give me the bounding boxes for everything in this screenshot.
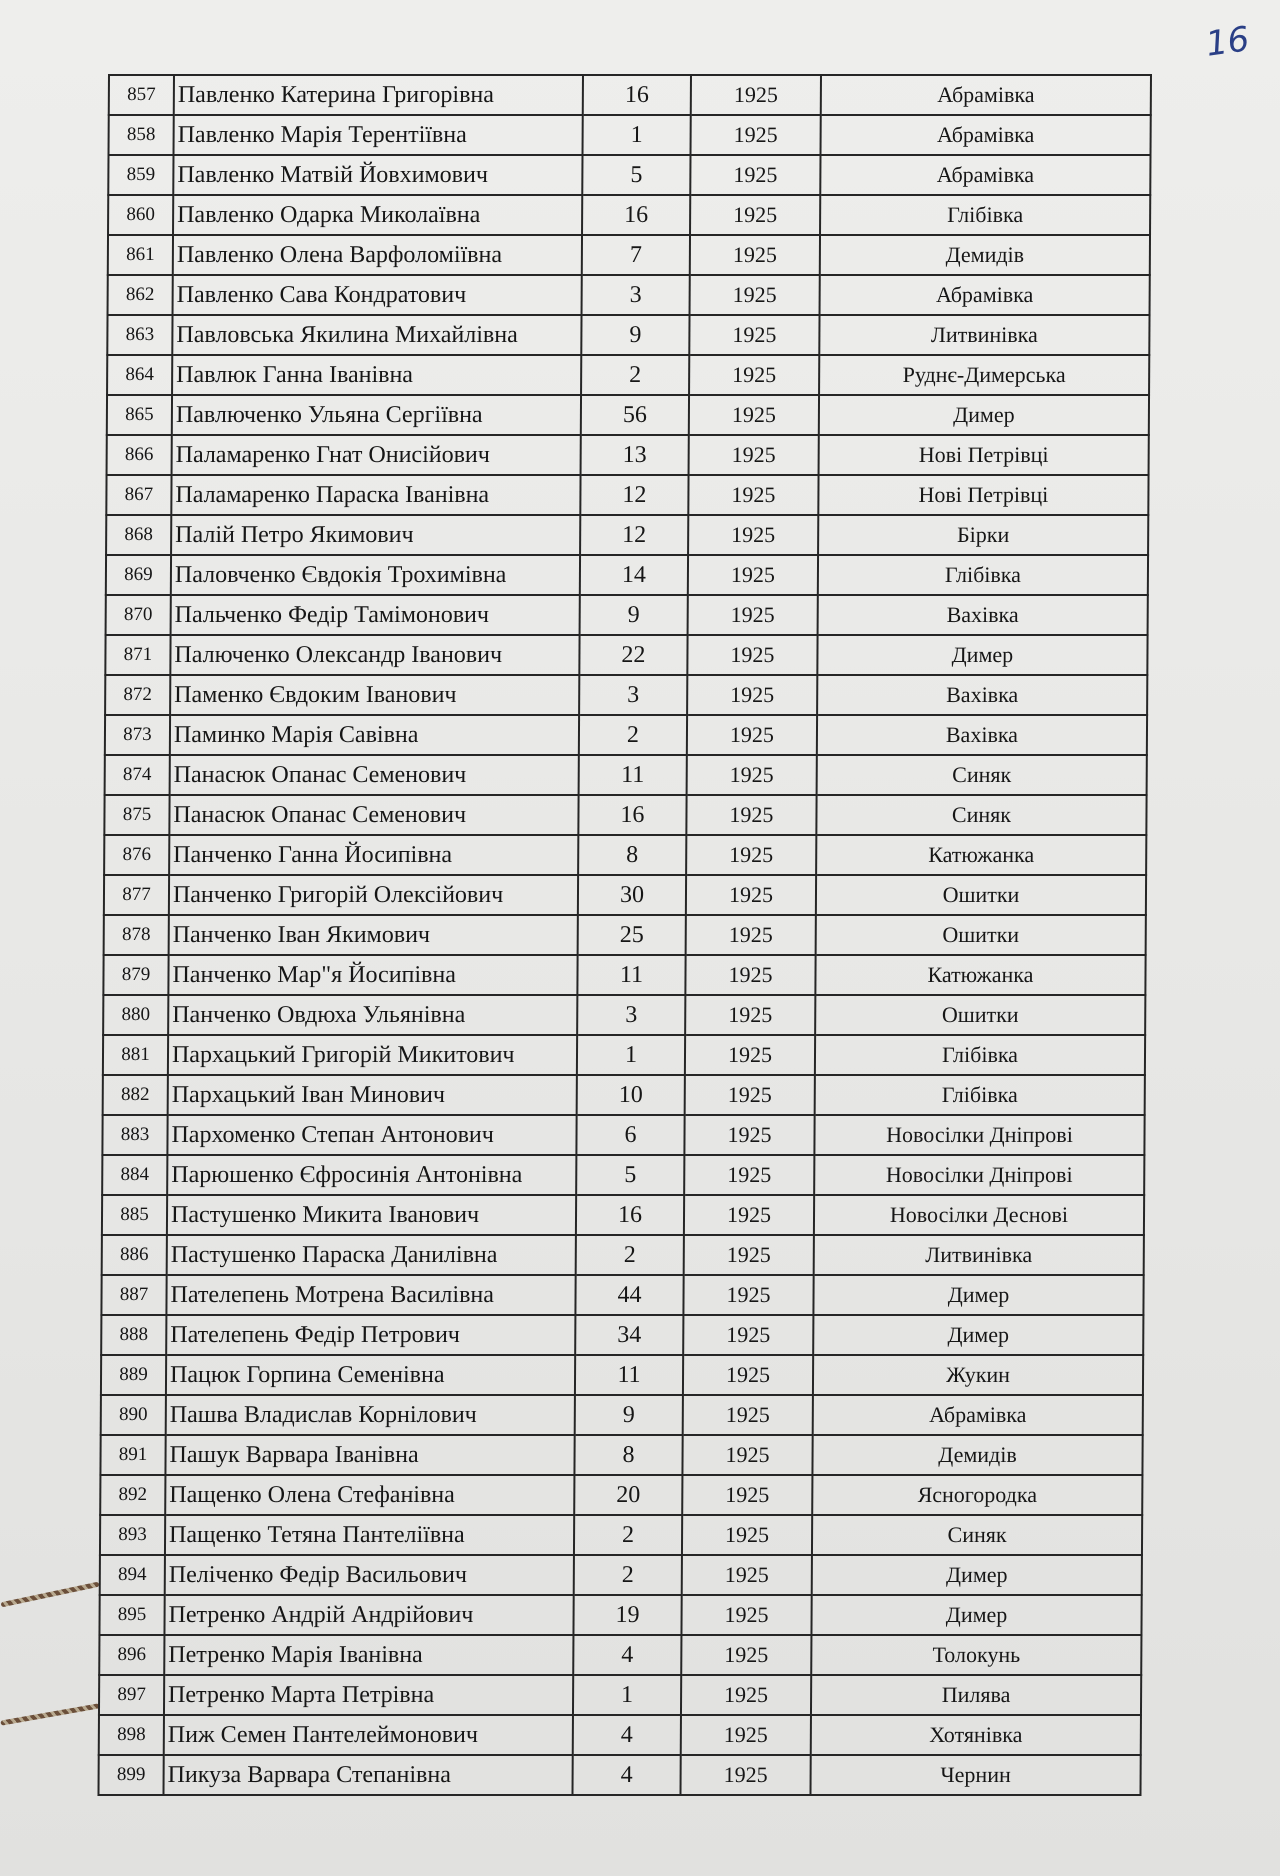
person-age: 11 [575, 1355, 683, 1395]
record-number: 868 [106, 515, 171, 555]
record-year: 1925 [685, 1075, 815, 1115]
village-name: Димер [813, 1275, 1143, 1315]
record-year: 1925 [689, 395, 819, 435]
record-year: 1925 [682, 1435, 812, 1475]
village-name: Абрамівка [820, 155, 1150, 195]
village-name: Абрамівка [821, 75, 1151, 115]
table-row [101, 1275, 1143, 1315]
record-number: 888 [101, 1315, 166, 1355]
record-number: 895 [99, 1595, 164, 1635]
table-row [108, 195, 1150, 235]
record-year: 1925 [681, 1675, 811, 1715]
village-name: Ясногородка [812, 1475, 1142, 1515]
registry-table [97, 74, 1152, 1796]
table-row [106, 475, 1148, 515]
person-age: 20 [574, 1475, 682, 1515]
record-year: 1925 [683, 1315, 813, 1355]
record-year: 1925 [687, 635, 817, 675]
person-name: Паловченко Євдокія Трохимівна [171, 555, 580, 595]
record-number: 897 [99, 1675, 164, 1715]
village-name: Димер [817, 635, 1147, 675]
person-name: Паменко Євдоким Іванович [170, 675, 579, 715]
village-name: Новосілки Деснові [814, 1195, 1144, 1235]
village-name: Нові Петрівці [819, 435, 1149, 475]
person-name: Пархоменко Степан Антонович [167, 1115, 576, 1155]
record-year: 1925 [688, 595, 818, 635]
person-name: Пащенко Олена Стефанівна [165, 1475, 574, 1515]
person-age: 16 [583, 75, 691, 115]
record-number: 862 [108, 275, 173, 315]
person-name: Петренко Марта Петрівна [164, 1675, 573, 1715]
village-name: Синяк [817, 755, 1147, 795]
record-year: 1925 [682, 1515, 812, 1555]
person-name: Пархацький Григорій Микитович [168, 1035, 577, 1075]
table-row [102, 1195, 1144, 1235]
record-year: 1925 [687, 715, 817, 755]
record-year: 1925 [684, 1115, 814, 1155]
person-age: 11 [577, 955, 685, 995]
table-row [107, 355, 1149, 395]
table-row [103, 1075, 1145, 1115]
person-name: Пащенко Тетяна Пантеліївна [165, 1515, 574, 1555]
person-name: Пашук Варвара Іванівна [165, 1435, 574, 1475]
person-name: Паламаренко Параска Іванівна [171, 475, 580, 515]
person-age: 2 [574, 1515, 682, 1555]
binding-thread-lower [0, 1703, 99, 1725]
record-number: 896 [99, 1635, 164, 1675]
village-name: Демидів [812, 1435, 1142, 1475]
record-number: 864 [107, 355, 172, 395]
record-number: 859 [108, 155, 173, 195]
village-name: Толокунь [811, 1635, 1141, 1675]
person-name: Павловська Якилина Михайлівна [172, 315, 581, 355]
record-year: 1925 [686, 875, 816, 915]
village-name: Глібівка [820, 195, 1150, 235]
table-row [109, 75, 1151, 115]
person-age: 12 [580, 475, 688, 515]
person-age: 30 [578, 875, 686, 915]
village-name: Вахівка [817, 715, 1147, 755]
record-year: 1925 [688, 475, 818, 515]
registry-table-body [98, 75, 1151, 1795]
person-name: Пеліченко Федір Васильович [165, 1555, 574, 1595]
record-year: 1925 [690, 195, 820, 235]
record-year: 1925 [682, 1555, 812, 1595]
person-name: Паминко Марія Савівна [170, 715, 579, 755]
record-year: 1925 [689, 435, 819, 475]
record-number: 880 [103, 995, 168, 1035]
person-age: 2 [579, 715, 687, 755]
person-age: 9 [581, 315, 689, 355]
table-row [100, 1435, 1142, 1475]
record-number: 884 [102, 1155, 167, 1195]
village-name: Димер [812, 1555, 1142, 1595]
village-name: Абрамівка [821, 115, 1151, 155]
person-age: 6 [576, 1115, 684, 1155]
record-year: 1925 [681, 1715, 811, 1755]
record-year: 1925 [683, 1395, 813, 1435]
person-age: 2 [581, 355, 689, 395]
person-age: 44 [575, 1275, 683, 1315]
record-year: 1925 [684, 1155, 814, 1195]
record-year: 1925 [684, 1195, 814, 1235]
record-number: 873 [105, 715, 170, 755]
table-row [98, 1755, 1140, 1795]
table-row [105, 675, 1147, 715]
village-name: Димер [813, 1315, 1143, 1355]
table-row [107, 395, 1149, 435]
record-number: 885 [102, 1195, 167, 1235]
person-name: Парюшенко Єфросинія Антонівна [167, 1155, 576, 1195]
record-number: 875 [104, 795, 169, 835]
record-year: 1925 [691, 75, 821, 115]
table-row [103, 995, 1145, 1035]
person-age: 9 [580, 595, 688, 635]
person-age: 1 [583, 115, 691, 155]
record-number: 870 [106, 595, 171, 635]
table-row [106, 515, 1148, 555]
village-name: Бірки [818, 515, 1148, 555]
person-age: 7 [582, 235, 690, 275]
person-name: Петренко Андрій Андрійович [164, 1595, 573, 1635]
record-year: 1925 [687, 675, 817, 715]
record-year: 1925 [688, 515, 818, 555]
table-row [108, 275, 1150, 315]
village-name: Чернин [810, 1755, 1140, 1795]
person-name: Панасюк Опанас Семенович [169, 795, 578, 835]
record-number: 899 [98, 1755, 163, 1795]
person-name: Павлюченко Ульяна Сергіївна [172, 395, 581, 435]
person-name: Пикуза Варвара Степанівна [163, 1755, 572, 1795]
person-name: Павленко Марія Терентіївна [174, 115, 583, 155]
person-age: 56 [581, 395, 689, 435]
village-name: Катюжанка [816, 835, 1146, 875]
record-number: 867 [106, 475, 171, 515]
record-year: 1925 [683, 1355, 813, 1395]
table-row [102, 1115, 1144, 1155]
person-age: 2 [576, 1235, 684, 1275]
table-row [104, 795, 1146, 835]
person-age: 16 [578, 795, 686, 835]
record-number: 878 [104, 915, 169, 955]
record-year: 1925 [691, 115, 821, 155]
village-name: Глібівка [818, 555, 1148, 595]
person-age: 19 [573, 1595, 681, 1635]
record-number: 892 [100, 1475, 165, 1515]
person-name: Пархацький Іван Минович [168, 1075, 577, 1115]
village-name: Абрамівка [820, 275, 1150, 315]
record-number: 887 [101, 1275, 166, 1315]
person-age: 3 [577, 995, 685, 1035]
person-age: 10 [577, 1075, 685, 1115]
record-year: 1925 [689, 355, 819, 395]
table-row [107, 315, 1149, 355]
village-name: Новосілки Дніпрові [814, 1115, 1144, 1155]
village-name: Пилява [811, 1675, 1141, 1715]
person-name: Палюченко Олександр Іванович [170, 635, 579, 675]
village-name: Абрамівка [813, 1395, 1143, 1435]
person-name: Пателепень Федір Петрович [166, 1315, 575, 1355]
person-age: 16 [576, 1195, 684, 1235]
village-name: Синяк [812, 1515, 1142, 1555]
table-row [99, 1635, 1141, 1675]
person-name: Пастушенко Микита Іванович [167, 1195, 576, 1235]
record-year: 1925 [683, 1275, 813, 1315]
person-age: 34 [575, 1315, 683, 1355]
table-row [103, 1035, 1145, 1075]
village-name: Новосілки Дніпрові [814, 1155, 1144, 1195]
person-age: 1 [573, 1675, 681, 1715]
person-name: Петренко Марія Іванівна [164, 1635, 573, 1675]
record-year: 1925 [689, 315, 819, 355]
village-name: Жукин [813, 1355, 1143, 1395]
person-age: 4 [573, 1635, 681, 1675]
page-number: 16 [1203, 19, 1252, 65]
record-number: 876 [104, 835, 169, 875]
record-number: 891 [100, 1435, 165, 1475]
person-age: 5 [582, 155, 690, 195]
person-age: 8 [574, 1435, 682, 1475]
village-name: Ошитки [815, 995, 1145, 1035]
person-age: 9 [575, 1395, 683, 1435]
table-row [99, 1595, 1141, 1635]
person-name: Павленко Матвій Йовхимович [173, 155, 582, 195]
village-name: Синяк [816, 795, 1146, 835]
record-number: 877 [104, 875, 169, 915]
record-year: 1925 [681, 1595, 811, 1635]
record-year: 1925 [685, 995, 815, 1035]
record-year: 1925 [686, 915, 816, 955]
person-age: 22 [579, 635, 687, 675]
table-row [105, 635, 1147, 675]
record-year: 1925 [690, 235, 820, 275]
binding-thread-upper [1, 1582, 100, 1608]
record-year: 1925 [686, 795, 816, 835]
person-name: Панченко Іван Якимович [169, 915, 578, 955]
person-name: Панченко Ганна Йосипівна [169, 835, 578, 875]
village-name: Руднє-Димерська [819, 355, 1149, 395]
table-row [99, 1675, 1141, 1715]
record-number: 883 [102, 1115, 167, 1155]
person-name: Пателепень Мотрена Василівна [166, 1275, 575, 1315]
person-name: Панченко Григорій Олексійович [169, 875, 578, 915]
person-age: 13 [581, 435, 689, 475]
record-number: 882 [103, 1075, 168, 1115]
person-age: 3 [582, 275, 690, 315]
record-number: 881 [103, 1035, 168, 1075]
person-name: Панченко Овдюха Ульянівна [168, 995, 577, 1035]
person-age: 16 [582, 195, 690, 235]
person-name: Паламаренко Гнат Онисійович [172, 435, 581, 475]
table-row [104, 835, 1146, 875]
table-row [106, 595, 1148, 635]
table-row [100, 1555, 1142, 1595]
person-age: 2 [574, 1555, 682, 1595]
village-name: Демидів [820, 235, 1150, 275]
record-number: 890 [101, 1395, 166, 1435]
person-age: 3 [579, 675, 687, 715]
village-name: Ошитки [816, 915, 1146, 955]
person-name: Пастушенко Параска Данилівна [167, 1235, 576, 1275]
table-row [103, 955, 1145, 995]
record-number: 858 [109, 115, 174, 155]
record-year: 1925 [682, 1475, 812, 1515]
person-name: Павленко Катерина Григорівна [174, 75, 583, 115]
person-age: 12 [580, 515, 688, 555]
village-name: Глібівка [815, 1035, 1145, 1075]
record-number: 894 [100, 1555, 165, 1595]
table-row [104, 915, 1146, 955]
table-row [108, 235, 1150, 275]
person-age: 4 [573, 1715, 681, 1755]
table-row [101, 1315, 1143, 1355]
person-name: Павлюк Ганна Іванівна [172, 355, 581, 395]
record-number: 857 [109, 75, 174, 115]
record-year: 1925 [684, 1235, 814, 1275]
record-number: 865 [107, 395, 172, 435]
village-name: Ошитки [816, 875, 1146, 915]
person-name: Павленко Одарка Миколаївна [173, 195, 582, 235]
person-name: Палій Петро Якимович [171, 515, 580, 555]
village-name: Нові Петрівці [818, 475, 1148, 515]
table-row [101, 1355, 1143, 1395]
person-name: Пацюк Горпина Семенівна [166, 1355, 575, 1395]
table-row [109, 115, 1151, 155]
person-name: Пашва Владислав Корнілович [166, 1395, 575, 1435]
record-year: 1925 [690, 155, 820, 195]
table-row [104, 875, 1146, 915]
record-number: 871 [105, 635, 170, 675]
record-number: 889 [101, 1355, 166, 1395]
village-name: Катюжанка [815, 955, 1145, 995]
record-year: 1925 [681, 1635, 811, 1675]
table-row [106, 555, 1148, 595]
village-name: Литвинівка [819, 315, 1149, 355]
person-age: 1 [577, 1035, 685, 1075]
village-name: Димер [819, 395, 1149, 435]
village-name: Димер [811, 1595, 1141, 1635]
person-name: Павленко Олена Варфоломіївна [173, 235, 582, 275]
person-age: 25 [578, 915, 686, 955]
table-row [107, 435, 1149, 475]
person-age: 11 [579, 755, 687, 795]
person-age: 4 [572, 1755, 680, 1795]
person-name: Панасюк Опанас Семенович [170, 755, 579, 795]
person-name: Пальченко Федір Тамімонович [171, 595, 580, 635]
table-row [105, 755, 1147, 795]
record-year: 1925 [680, 1755, 810, 1795]
record-number: 869 [106, 555, 171, 595]
person-name: Павленко Сава Кондратович [173, 275, 582, 315]
record-number: 860 [108, 195, 173, 235]
table-row [102, 1235, 1144, 1275]
record-year: 1925 [690, 275, 820, 315]
record-year: 1925 [687, 755, 817, 795]
table-row [101, 1395, 1143, 1435]
village-name: Глібівка [815, 1075, 1145, 1115]
table-row [102, 1155, 1144, 1195]
record-year: 1925 [685, 1035, 815, 1075]
village-name: Литвинівка [814, 1235, 1144, 1275]
record-number: 886 [102, 1235, 167, 1275]
record-number: 861 [108, 235, 173, 275]
record-number: 874 [105, 755, 170, 795]
person-name: Панченко Мар"я Йосипівна [168, 955, 577, 995]
record-year: 1925 [688, 555, 818, 595]
table-row [105, 715, 1147, 755]
village-name: Вахівка [818, 595, 1148, 635]
record-number: 879 [103, 955, 168, 995]
village-name: Вахівка [817, 675, 1147, 715]
table-row [108, 155, 1150, 195]
village-name: Хотянівка [811, 1715, 1141, 1755]
table-row [100, 1515, 1142, 1555]
person-name: Пиж Семен Пантелеймонович [164, 1715, 573, 1755]
table-row [99, 1715, 1141, 1755]
record-number: 898 [99, 1715, 164, 1755]
person-age: 14 [580, 555, 688, 595]
record-number: 863 [107, 315, 172, 355]
person-age: 5 [576, 1155, 684, 1195]
person-age: 8 [578, 835, 686, 875]
record-year: 1925 [685, 955, 815, 995]
table-row [100, 1475, 1142, 1515]
record-year: 1925 [686, 835, 816, 875]
record-number: 866 [107, 435, 172, 475]
record-number: 893 [100, 1515, 165, 1555]
record-number: 872 [105, 675, 170, 715]
